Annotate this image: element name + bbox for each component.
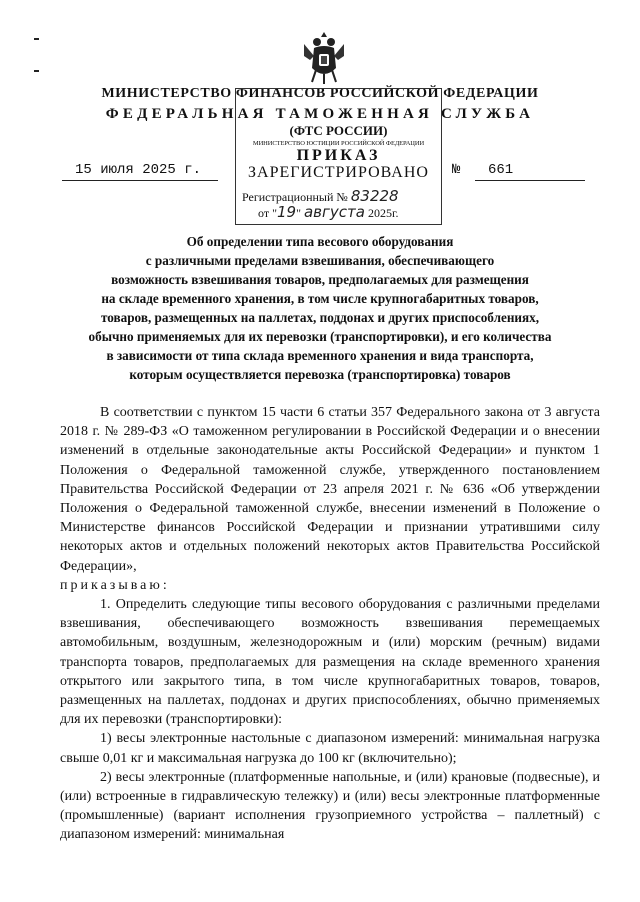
title-line: которым осуществляется перевозка (транспортировка) товаров	[129, 367, 511, 382]
order-title	[0, 232, 640, 384]
item-1-paragraph: 1. Определить следующие типы весового оборудования с различными пределами взвешивания, обеспечивающего возможность взвешивания перемещаемых автомобильным, воздушным, железнодорожным и (или) морским (речным) видами транспорта товаров, предполагаемых для размещения на складе временного хранения открытого или закрытого типа, в том числе крупногабаритных товаров, товаров, размещенных на паллетах, поддонах и других приспособлениях, обычно применяемых для их перевозки (транспортировки):	[60, 597, 600, 728]
document-type: ПРИКАЗ	[296, 147, 381, 164]
title-line: возможность взвешивания товаров, предполагаемых для размещения	[111, 272, 529, 287]
item-1-2-paragraph: 2) весы электронные (платформенные напольные, и (или) крановые (подвесные), и (или) встроенные в гидравлическую тележку) и (или) весы электронные платформенные (промышленные) (вариант исполнения грузоприемного устройства – паллетный) с диапазоном измерений: минимальная	[60, 769, 600, 843]
registration-stamp	[235, 88, 442, 225]
stamp-date-mid: "	[296, 206, 304, 220]
title-line: обычно применяемых для их перевозки (транспортировки), и его количества	[88, 329, 552, 344]
stamp-date-line	[258, 203, 399, 221]
title-line: с различными пределами взвешивания, обеспечивающего	[145, 253, 495, 268]
order-word-text: приказываю:	[60, 577, 170, 593]
service-short-name: (ФТС РОССИИ)	[289, 123, 388, 138]
coat-of-arms-icon	[300, 30, 348, 86]
stamp-reg-label: Регистрационный №	[242, 190, 348, 204]
stamp-date-year: 2025г.	[364, 206, 399, 220]
title-line: на складе временного хранения, в том числе крупногабаритных товаров,	[101, 291, 539, 306]
number-underline	[475, 180, 585, 181]
order-date: 15 июля 2025 г.	[75, 162, 202, 178]
order-body	[60, 403, 600, 845]
stamp-reg-number: 83228	[350, 187, 399, 205]
stamp-registered: ЗАРЕГИСТРИРОВАНО	[248, 164, 429, 181]
number-sign: №	[452, 162, 461, 178]
date-underline	[62, 180, 218, 181]
title-line: Об определении типа весового оборудования	[186, 234, 454, 249]
stamp-date-month: августа	[303, 203, 365, 221]
margin-mark	[34, 70, 39, 72]
order-number: 661	[488, 162, 514, 178]
stamp-date-prefix: от "	[258, 206, 277, 220]
service-header: ФЕДЕРАЛЬНАЯ ТАМОЖЕННАЯ СЛУЖБА	[105, 106, 535, 122]
margin-mark	[34, 38, 39, 40]
title-line: товаров, размещенных на паллетах, поддонах и других приспособлениях,	[100, 310, 540, 325]
stamp-date-day: 19	[276, 203, 297, 221]
stamp-ministry-justice: МИНИСТЕРСТВО ЮСТИЦИИ РОССИЙСКОЙ ФЕДЕРАЦИИ	[252, 140, 425, 147]
preamble-paragraph: В соответствии с пунктом 15 части 6 статьи 357 Федерального закона от 3 августа 2018 г. № 289-ФЗ «О таможенном регулировании в Российской Федерации и о внесении изменений в отдельные законодательные акты Российской Федерации» и пунктом 1 Положения о Федеральной таможенной службе, утвержденного постановлением Правительства Российской Федерации от 23 апреля 2021 г. № 636 «Об утверждении Положения о Федеральной таможенной службе, внесении изменений в Положение о Министерстве финансов Российской Федерации и признании утратившими силу некоторых актов и отдельных положений некоторых актов Правительства Российской Федерации»,	[60, 405, 600, 574]
ministry-header: МИНИСТЕРСТВО ФИНАНСОВ РОССИЙСКОЙ ФЕДЕРАЦИИ	[101, 86, 539, 101]
order-word	[60, 576, 600, 595]
title-line: в зависимости от типа склада временного хранения и вида транспорта,	[106, 348, 534, 363]
item-1-1-paragraph: 1) весы электронные настольные с диапазоном измерений: минимальная нагрузка свыше 0,01 кг и максимальная нагрузка до 100 кг (включительно);	[60, 731, 600, 766]
